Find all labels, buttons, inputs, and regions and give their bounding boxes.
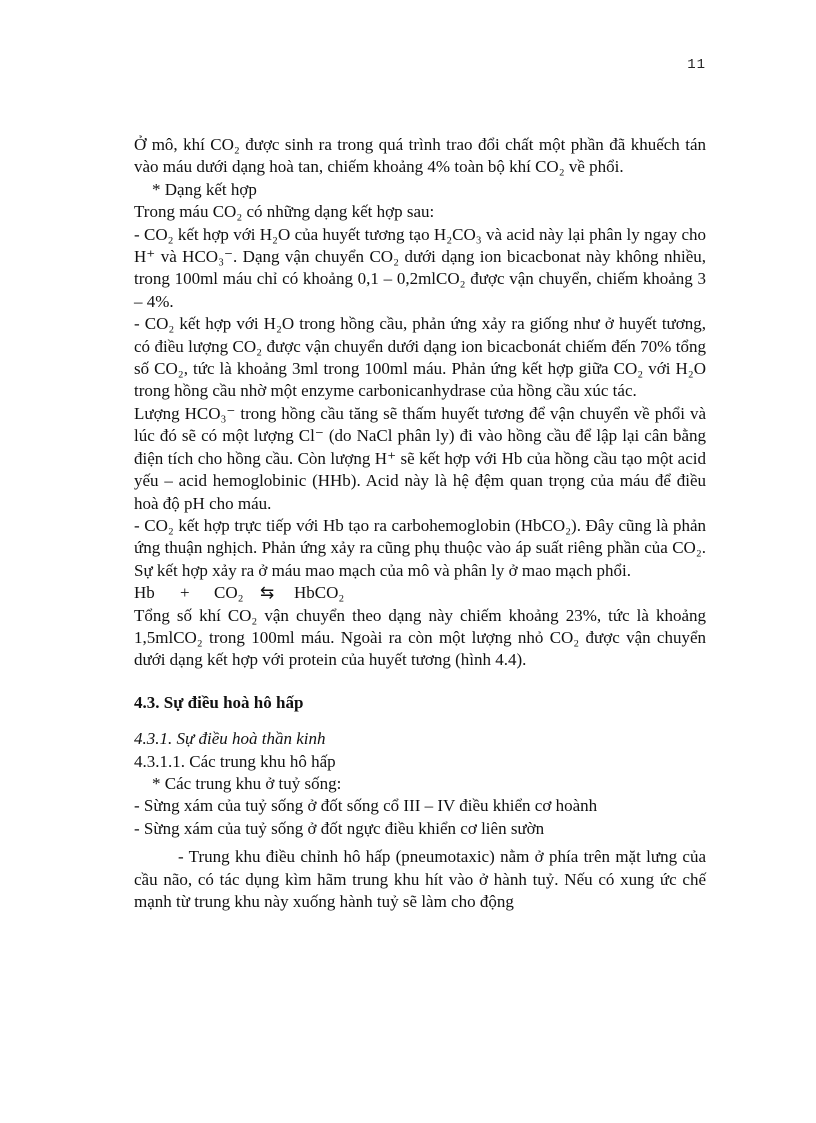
- paragraph-combined-intro: Trong máu CO₂ có những dạng kết hợp sau:: [134, 202, 435, 222]
- subsection-heading: 4.3.1. Sự điều hoà thần kinh: [134, 729, 326, 749]
- eq-reactant-hb: Hb: [134, 583, 155, 603]
- subsubsection-heading: 4.3.1.1. Các trung khu hô hấp: [134, 751, 336, 771]
- page-number: 11: [687, 57, 706, 73]
- paragraph-carbohemoglobin: - CO₂ kết hợp trực tiếp với Hb tạo ra carbohemoglobin (HbCO₂). Đây cũng là phản ứng thuận nghịch. Phản ứng xảy ra cũng phụ thuộc vào áp suất riêng phần của CO₂. Sự kết hợp xảy ra ở máu mao mạch của mô và phân ly ở mao mạch phổi.: [134, 515, 706, 580]
- paragraph-total-co2: Tổng số khí CO₂ vận chuyển theo dạng này chiếm khoảng 23%, tức là khoảng 1,5mlCO₂ trong 100ml máu. Ngoài ra còn một lượng nhỏ CO₂ được vận chuyển dưới dạng kết hợp với protein của huyết tương (hình 4.4).: [134, 605, 706, 670]
- eq-plus: +: [180, 583, 190, 603]
- reaction-equation: [134, 582, 706, 604]
- paragraph-plasma-bicarbonate: - CO₂ kết hợp với H₂O của huyết tương tạo H₂CO₃ và acid này lại phân ly ngay cho H⁺ và HCO₃⁻. Dạng vận chuyển CO₂ dưới dạng ion bicacbonat này không nhiều, trong 100ml máu chỉ có khoảng 0,1 – 0,2mlCO₂ được vận chuyển, chiếm khoảng 3 – 4%.: [134, 224, 706, 311]
- paragraph-erythrocyte-bicarbonate: - CO₂ kết hợp với H₂O trong hồng cầu, phản ứng xảy ra giống như ở huyết tương, có điều lượng CO₂ được vận chuyển dưới dạng ion bicacbonát chiếm đến 70% tổng số CO₂, tức là khoảng 3ml trong 100ml máu. Phản ứng kết hợp giữa CO₂ với H₂O trong hồng cầu nhờ một enzyme carbonicanhydrase của hồng cầu xúc tác.: [134, 314, 706, 401]
- paragraph-dissolved-co2: Ở mô, khí CO₂ được sinh ra trong quá trình trao đổi chất một phần đã khuếch tán vào máu dưới dạng hoà tan, chiếm khoảng 4% toàn bộ khí CO₂ về phổi.: [134, 135, 706, 177]
- paragraph-pneumotaxic: - Trung khu điều chỉnh hô hấp (pneumotaxic) nằm ở phía trên mặt lưng của cầu não, có tác dụng kìm hãm trung khu hít vào ở hành tuỷ. Nếu có xung ức chế mạnh từ trung khu này xuống hành tuỷ sẽ làm cho động: [134, 847, 706, 911]
- page-content: [134, 134, 706, 913]
- eq-product-hbco2: HbCO₂: [294, 583, 345, 603]
- paragraph-thoracic-horn: - Sừng xám của tuỷ sống ở đốt ngực điều khiển cơ liên sườn: [134, 818, 545, 838]
- bullet-combined-form: * Dạng kết hợp: [152, 179, 257, 199]
- eq-reversible-arrow: ⇆: [260, 583, 275, 603]
- bullet-spinal-centers: * Các trung khu ở tuỷ sống:: [152, 773, 342, 793]
- paragraph-cervical-horn: - Sừng xám của tuỷ sống ở đốt sống cổ III – IV điều khiển cơ hoành: [134, 796, 598, 816]
- eq-reactant-co2: CO₂: [214, 583, 244, 603]
- section-heading: 4.3. Sự điều hoà hô hấp: [134, 692, 304, 712]
- paragraph-chloride-shift: Lượng HCO₃⁻ trong hồng cầu tăng sẽ thấm huyết tương để vận chuyển về phổi và lúc đó sẽ có một lượng Cl⁻ (do NaCl phân ly) đi vào hồng cầu để lập lại cân bằng điện tích cho hồng cầu. Còn lượng H⁺ sẽ kết hợp với Hb của hồng cầu tạo một acid yếu – acid hemoglobinic (HHb). Acid này là hệ đệm quan trọng của máu để điều hoà độ pH cho máu.: [134, 403, 706, 513]
